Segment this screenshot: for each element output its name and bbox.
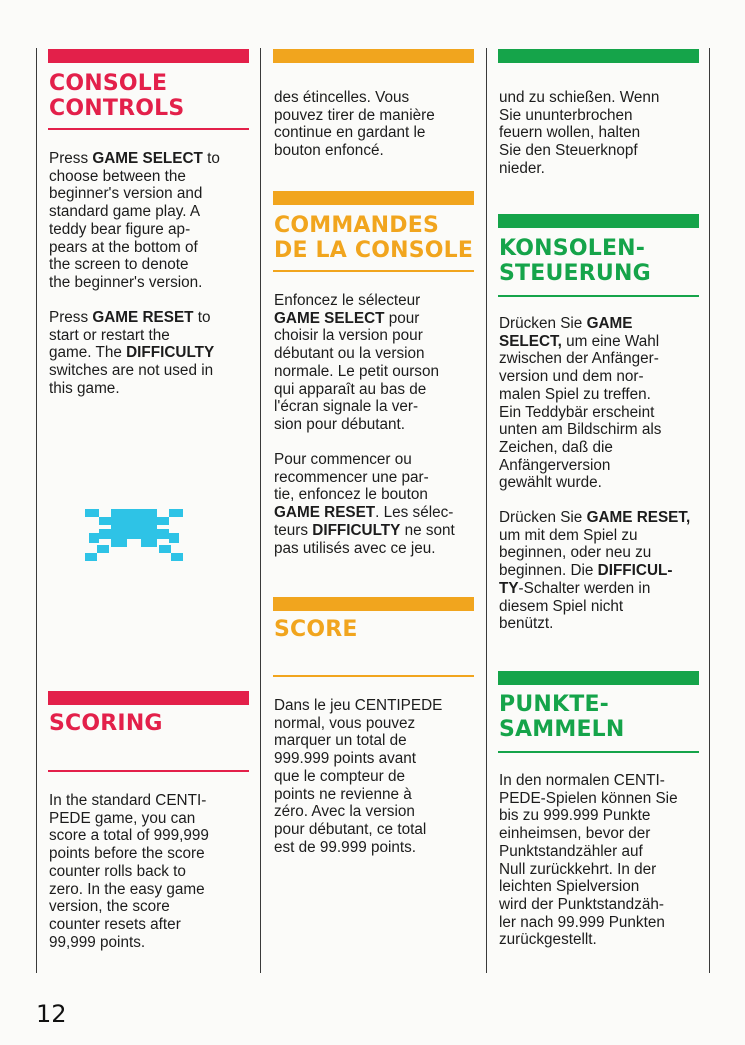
french-score-heading: SCORE: [274, 617, 358, 642]
german-score-underline: [498, 751, 699, 753]
french-score-paragraph: Dans le jeu CENTIPEDE normal, vous pouvez marquer un total de 999.999 points avant que le compteur de points ne revienne à zéro. Avec la version pour débutant, ce total est de 99.999 points.: [274, 697, 443, 856]
german-continued-paragraph: und zu schießen. Wenn Sie ununterbrochen feuern wollen, halten Sie den Steuerknopf nieder.: [499, 89, 660, 177]
german-top-bar: [498, 49, 699, 63]
english-console-paragraph-2: Press GAME RESET to start or restart the game. The DIFFICULTY switches are not used in this game.: [49, 309, 215, 397]
german-console-heading: KONSOLEN- STEUERUNG: [499, 236, 651, 286]
english-scoring-paragraph: In the standard CENTI- PEDE game, you can score a total of 999,999 points before the score counter rolls back to zero. In the easy game version, the score counter resets after 99,999 points.: [49, 792, 209, 951]
german-score-heading: PUNKTE- SAMMELN: [499, 692, 625, 742]
english-console-heading: CONSOLE CONTROLS: [49, 71, 185, 121]
german-console-paragraph-1: Drücken Sie GAME SELECT, um eine Wahl zwischen der Anfänger- version und dem nor- malen Spiel zu treffen. Ein Teddybär erscheint unten am Bildschirm als Zeichen, daß die Anfängerversion gewählt wurde.: [499, 315, 662, 492]
german-console-paragraph-2: Drücken Sie GAME RESET, um mit dem Spiel zu beginnen, oder neu zu beginnen. Die DIFFICUL- TY-Schalter werden in diesem Spiel nicht benützt.: [499, 509, 691, 633]
german-console-bar: [498, 214, 699, 228]
column-rule-center-right: [486, 48, 487, 973]
page-number: 12: [36, 1000, 67, 1028]
french-console-paragraph-1: Enfoncez le sélecteur GAME SELECT pour choisir la version pour débutant ou la version normale. Le petit ourson qui apparaît au bas de l'écran signale la ver- sion pour débutant.: [274, 292, 439, 433]
french-score-bar: [273, 597, 474, 611]
french-console-underline: [273, 270, 474, 272]
french-console-bar: [273, 191, 474, 205]
english-scoring-heading: SCORING: [49, 711, 163, 736]
german-console-underline: [498, 295, 699, 297]
english-scoring-bar: [48, 691, 249, 705]
column-rule-center-left: [260, 48, 261, 973]
english-scoring-underline: [48, 770, 249, 772]
english-console-paragraph-1: Press GAME SELECT to choose between the beginner's version and standard game play. A teddy bear figure ap- pears at the bottom of the screen to denote the beginner's version.: [49, 150, 220, 291]
french-console-paragraph-2: Pour commencer ou recommencer une par- tie, enfoncez le bouton GAME RESET. Les sélec- teurs DIFFICULTY ne sont pas utilisés avec ce jeu.: [274, 451, 455, 557]
french-console-heading: COMMANDES DE LA CONSOLE: [274, 213, 474, 263]
german-score-paragraph: In den normalen CENTI- PEDE-Spielen können Sie bis zu 999.999 Punkte einheimsen, bevor der Punktstandzähler auf Null zurückkehrt. In der leichten Spielversion wird der Punktstandzäh- ler nach 99.999 Punkten zurückgestellt.: [499, 772, 678, 949]
teddy-bear-sprite-icon: [83, 505, 185, 563]
column-rule-right: [709, 48, 710, 973]
french-score-underline: [273, 675, 474, 677]
english-console-bar: [48, 49, 249, 63]
german-score-bar: [498, 671, 699, 685]
french-continued-paragraph: des étincelles. Vous pouvez tirer de manière continue en gardant le bouton enfoncé.: [274, 89, 435, 160]
french-top-bar: [273, 49, 474, 63]
column-rule-left: [36, 48, 37, 973]
english-console-underline: [48, 128, 249, 130]
